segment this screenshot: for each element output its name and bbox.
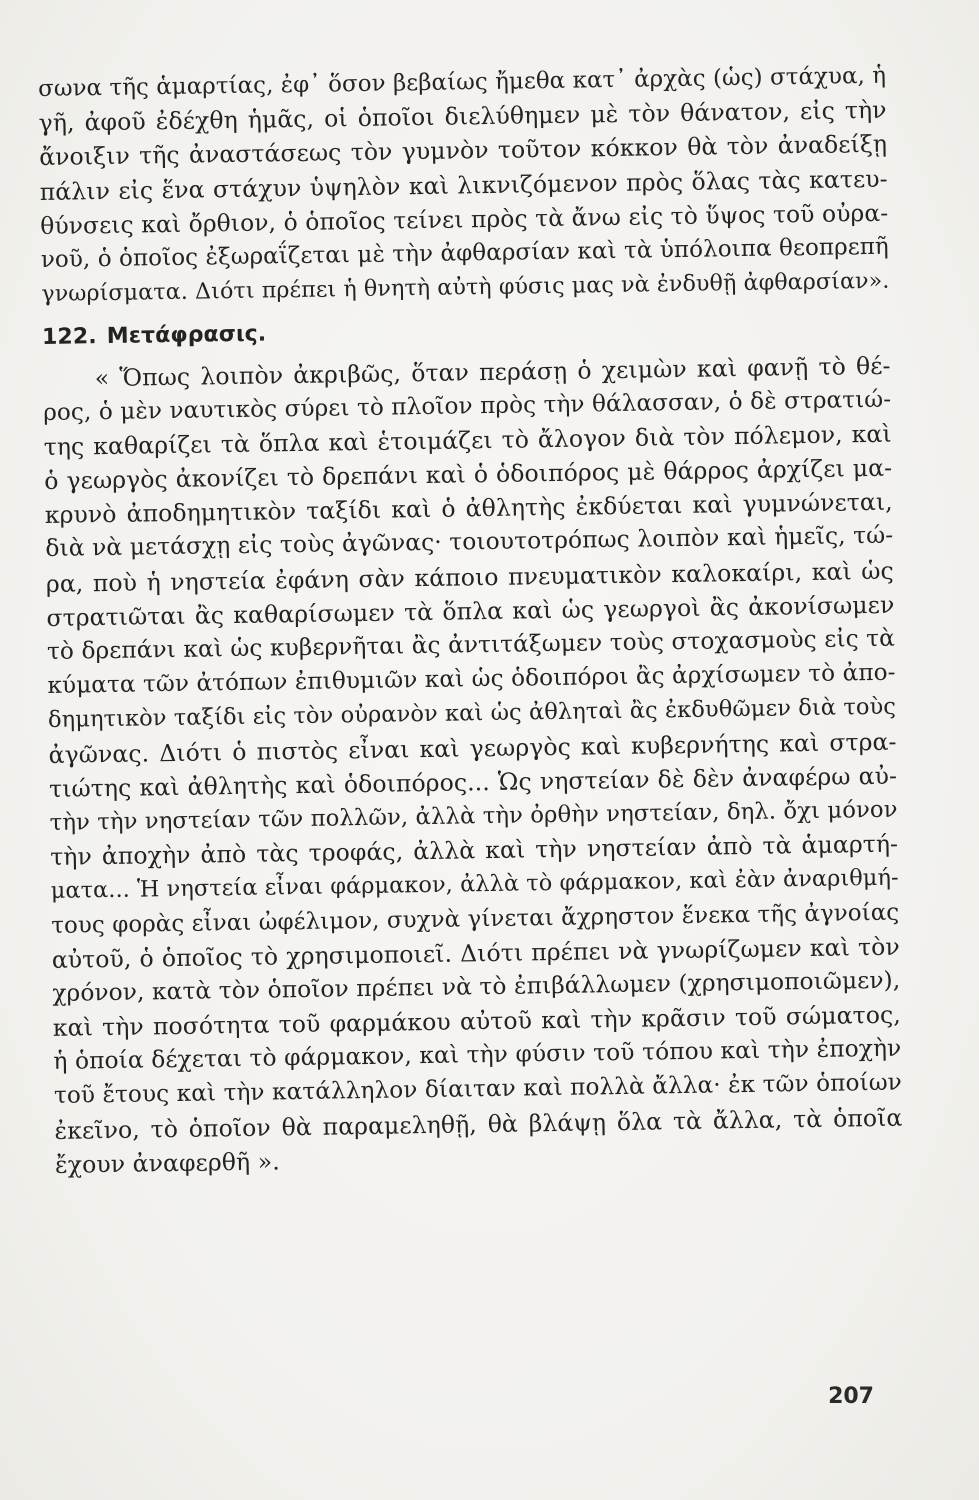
text-line: ἐκεῖνο, τὸ ὁποῖον θὰ παραμεληθῇ, θὰ βλάψῃ ὅλα τὰ ἄλλα, τὰ ὁποῖα — [54, 1103, 903, 1145]
text-line: τὴν ἀποχὴν ἀπὸ τὰς τροφάς, ἀλλὰ καὶ τὴν νηστείαν ἀπὸ τὰ ἁμαρτή- — [49, 829, 899, 872]
text-line: της καθαρίζει τὰ ὅπλα καὶ ἑτοιμάζει τὸ ἄλογον διὰ τὸν πόλεμον, καὶ — [43, 419, 892, 461]
text-line: « Ὅπως λοιπὸν ἀκριβῶς, ὅταν περάσῃ ὁ χειμὼν καὶ φανῇ τὸ θέ- — [94, 351, 891, 392]
section-title: Μετάφρασις. — [106, 321, 267, 350]
text-line: νοῦ, ὁ ὁποῖος ἐξωραΐζεται μὲ τὴν ἀφθαρσίαν καὶ τὰ ὑπόλοιπα θεοπρεπῆ — [40, 233, 890, 273]
text-line: ὁ γεωργὸς ἀκονίζει τὸ δρεπάνι καὶ ὁ ὁδοιπόρος μὲ θάρρος ἀρχίζει μα- — [44, 453, 893, 496]
text-line: θύνσεις καὶ ὄρθιον, ὁ ὁποῖος τείνει πρὸς τὰ ἄνω εἰς τὸ ὕψος τοῦ οὐρα- — [40, 198, 889, 240]
section-number: 122. — [41, 324, 97, 351]
text-line: τὴν τὴν νηστείαν τῶν πολλῶν, ἀλλὰ τὴν ὀρθὴν νηστείαν, δηλ. ὄχι μόνον — [49, 796, 898, 836]
text-line: γῆ, ἀφοῦ ἐδέχθη ἡμᾶς, οἱ ὁποῖοι διελύθημεν μὲ τὸν θάνατον, εἰς τὴν — [38, 95, 887, 138]
text-line: σωνα τῆς ἁμαρτίας, ἐφ᾽ ὅσον βεβαίως ἤμεθα κατ᾽ ἀρχὰς (ὡς) στάχυα, ἡ — [37, 62, 887, 103]
text-line: πάλιν εἰς ἕνα στάχυν ὑψηλὸν καὶ λικνιζόμενον πρὸς ὅλας τὰς κατευ- — [39, 164, 888, 206]
section-heading — [42, 308, 890, 356]
text-line: ρος, ὁ μὲν ναυτικὸς σύρει τὸ πλοῖον πρὸς τὴν θάλασσαν, ὁ δὲ στρατιώ- — [43, 386, 892, 426]
text-line: τοῦ ἔτους καὶ τὴν κατάλληλον δίαιταν καὶ πολλὰ ἄλλα· ἐκ τῶν ὁποίων — [53, 1070, 903, 1110]
text-line: ἄνοιξιν τῆς ἀναστάσεως τὸν γυμνὸν τοῦτον κόκκον θὰ τὸν ἀναδείξῃ — [38, 130, 888, 172]
text-line: χρόνον, κατὰ τὸν ὁποῖον πρέπει νὰ τὸ ἐπιβάλλωμεν (χρησιμοποιῶμεν), — [52, 966, 901, 1007]
text-line: ἔχουν ἀναφερθῆ ». — [54, 1147, 280, 1179]
text-line: κρυνὸ ἀποδημητικὸν ταξίδι καὶ ὁ ἀθλητὴς ἐκδύεται καὶ γυμνώνεται, — [44, 487, 893, 530]
text-line: κύματα τῶν ἀτόπων ἐπιθυμιῶν καὶ ὡς ὁδοιπόροι ἂς ἀρχίσωμεν τὸ ἀπο- — [47, 659, 896, 700]
text-line: γνωρίσματα. Διότι πρέπει ἡ θνητὴ αὐτὴ φύσις μας νὰ ἐνδυθῇ ἀφθαρσίαν». — [41, 267, 890, 308]
text-line: τιώτης καὶ ἀθλητὴς καὶ ὁδοιπόρος... Ὡς νηστείαν δὲ δὲν ἀναφέρω αὐ- — [48, 761, 898, 803]
text-line: αὐτοῦ, ὁ ὁποῖος τὸ χρησιμοποιεῖ. Διότι πρέπει νὰ γνωρίζωμεν καὶ τὸν — [51, 932, 900, 974]
text-line: ἡ ὁποία δέχεται τὸ φάρμακον, καὶ τὴν φύσιν τοῦ τόπου καὶ τὴν ἐποχὴν — [53, 1034, 902, 1076]
text-line: διὰ νὰ μετάσχῃ εἰς τοὺς ἀγῶνας· τοιουτοτρόπως λοιπὸν καὶ ἡμεῖς, τώ- — [45, 522, 894, 563]
text-line: ρα, ποὺ ἡ νηστεία ἐφάνη σὰν κάποιο πνευματικὸν καλοκαίρι, καὶ ὡς — [45, 556, 895, 598]
main-paragraph — [42, 348, 903, 1182]
page-number: 207 — [828, 1384, 874, 1409]
text-line: τους φορὰς εἶναι ὠφέλιμον, συχνὰ γίνεται ἄχρηστον ἕνεκα τῆς ἀγνοίας — [51, 899, 900, 939]
text-line: ἀγῶνας. Διότι ὁ πιστὸς εἶναι καὶ γεωργὸς καὶ κυβερνήτης καὶ στρα- — [48, 727, 897, 769]
text-block — [38, 59, 903, 1182]
text-line: καὶ τὴν ποσότητα τοῦ φαρμάκου αὐτοῦ καὶ τὴν κρᾶσιν τοῦ σώματος, — [52, 1000, 902, 1042]
text-line: στρατιῶται ἂς καθαρίσωμεν τὰ ὅπλα καὶ ὡς γεωργοὶ ἂς ἀκονίσωμεν — [46, 590, 895, 632]
text-line: ματα... Ἡ νηστεία εἶναι φάρμακον, ἀλλὰ τὸ φάρμακον, καὶ ἐὰν ἀναριθμή- — [50, 864, 899, 905]
text-line: δημητικὸν ταξίδι εἰς τὸν οὐρανὸν καὶ ὡς ἀθληταὶ ἂς ἐκδυθῶμεν διὰ τοὺς — [47, 694, 897, 734]
top-paragraph — [38, 59, 890, 312]
text-line: τὸ δρεπάνι καὶ ὡς κυβερνῆται ἂς ἀντιτάξωμεν τοὺς στοχασμοὺς εἰς τὰ — [46, 624, 896, 665]
